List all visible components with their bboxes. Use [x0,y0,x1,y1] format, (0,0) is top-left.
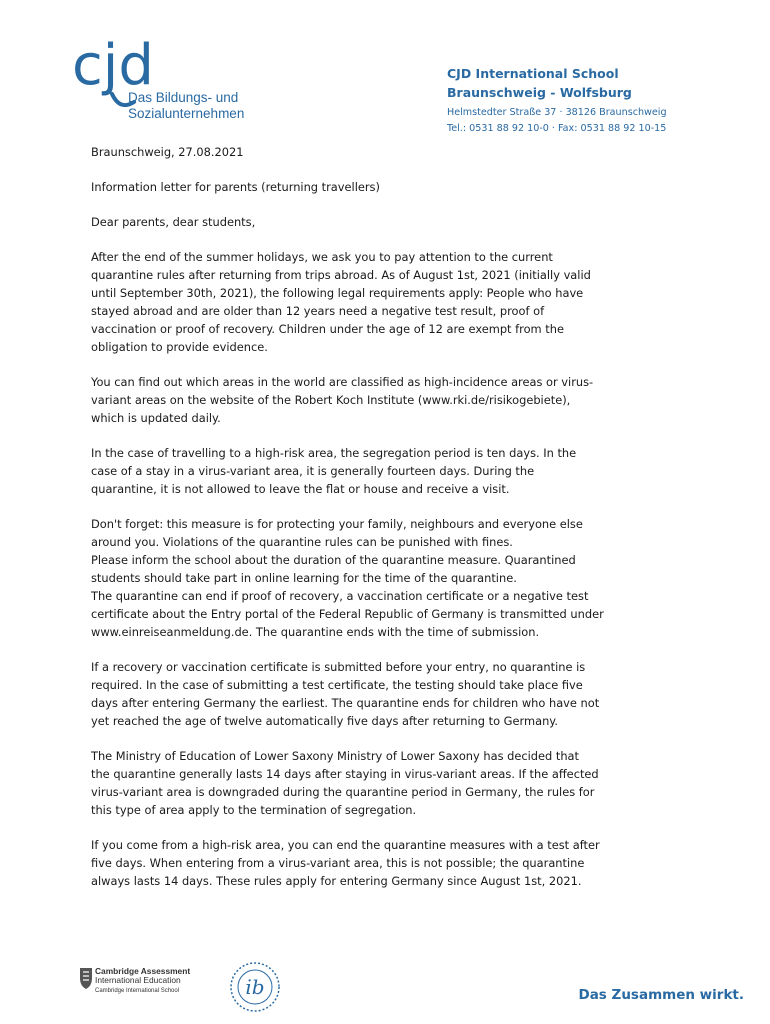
ib-letters: ib [245,975,265,999]
logo-text: cjd [72,36,154,98]
school-phone: Tel.: 0531 88 92 10-0 · Fax: 0531 88 92 10-15 [447,123,667,134]
paragraph-4b: Please inform the school about the duration of the quarantine measure. Quarantined students should take part in online learning for the time of the quarantine. [91,553,576,585]
letter-body [91,143,691,907]
cambridge-logo-text [95,967,190,995]
slogan: Das Zusammen wirkt. [578,987,744,1003]
cambridge-line2: International Education [95,975,181,985]
school-address: Helmstedter Straße 37 · 38126 Braunschweig [447,107,667,118]
subject-line: Information letter for parents (returning travellers) [91,180,380,194]
date-line: Braunschweig, 27.08.2021 [91,145,244,159]
school-header [447,64,667,137]
paragraph-6: The Ministry of Education of Lower Saxony Ministry of Lower Saxony has decided that the quarantine generally lasts 14 days after staying in virus-variant areas. If the affected virus-variant area is downgraded during the quarantine period in Germany, the rules for this type of area apply to the termination of segregation. [91,749,599,817]
salutation: Dear parents, dear students, [91,215,256,229]
paragraph-1: After the end of the summer holidays, we ask you to pay attention to the current quarantine rules after returning from trips abroad. As of August 1st, 2021 (initially valid until September 30th, 2021), the following legal requirements apply: People who have stayed abroad and are older than 12 years need a negative test result, proof of vaccination or proof of recovery. Children under the age of 12 are exempt from the obligation to provide evidence. [91,250,591,354]
school-name-line2: Braunschweig - Wolfsburg [447,85,632,100]
paragraph-5: If a recovery or vaccination certificate is submitted before your entry, no quarantine is required. In the case of submitting a test certificate, the testing should take place five days after entering Germany the earliest. The quarantine ends for children who have not yet reached the age of twelve automatically five days after returning to Germany. [91,660,600,728]
logo-tagline-line1: Das Bildungs- und [128,90,239,105]
school-name-line1: CJD International School [447,66,619,81]
cambridge-line3: Cambridge International School [95,988,180,994]
paragraph-4a: Don't forget: this measure is for protecting your family, neighbours and everyone else around you. Violations of the quarantine rules can be punished with fines. [91,517,583,549]
ib-logo-icon [228,960,282,1014]
cambridge-line1: Cambridge Assessment [95,966,191,976]
paragraph-2: You can find out which areas in the world are classified as high-incidence areas or virus- variant areas on the website of the Robert Koch Institute (www.rki.de/risikogebiete), which is updated daily. [91,375,594,425]
logo-tagline-line2: Sozialunternehmen [128,106,245,121]
paragraph-7: If you come from a high-risk area, you can end the quarantine measures with a test after five days. When entering from a virus-variant area, this is not possible; the quarantine always lasts 14 days. These rules apply for entering Germany since August 1st, 2021. [91,838,600,888]
paragraph-3: In the case of travelling to a high-risk area, the segregation period is ten days. In the case of a stay in a virus-variant area, it is generally fourteen days. During the quarantine, it is not allowed to leave the flat or house and receive a visit. [91,446,577,496]
paragraph-4c: The quarantine can end if proof of recovery, a vaccination certificate or a negative test certificate about the Entry portal of the Federal Republic of Germany is transmitted under www.einreiseanmeldung.de. The quarantine ends with the time of submission. [91,589,604,639]
logo-tagline [128,90,244,122]
